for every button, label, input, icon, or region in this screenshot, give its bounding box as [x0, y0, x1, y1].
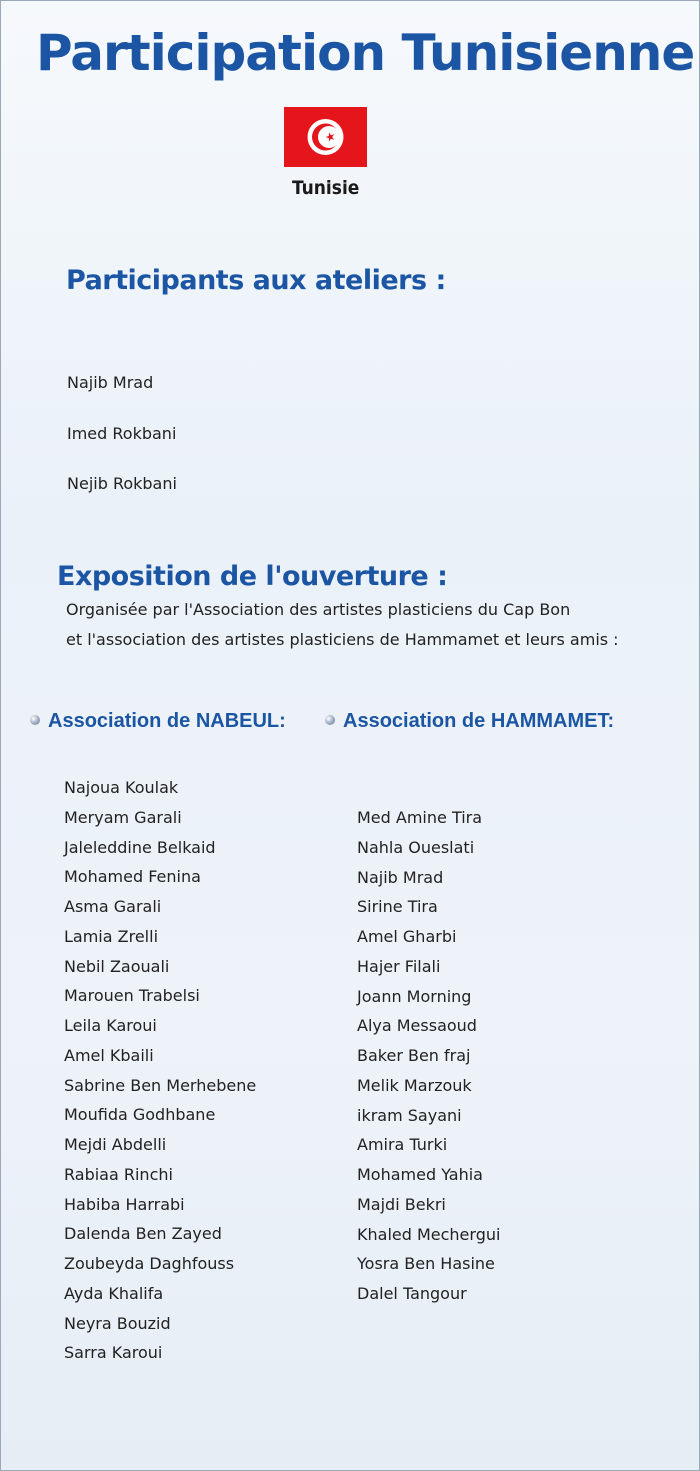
list-item: Joann Morning [357, 986, 472, 1006]
list-item: Meryam Garali [64, 807, 182, 827]
list-item: Ayda Khalifa [64, 1283, 164, 1303]
list-item: Rabiaa Rinchi [64, 1164, 173, 1184]
list-item: Lamia Zrelli [64, 926, 159, 946]
workshop-participant: Najib Mrad [67, 373, 154, 392]
list-item: Hajer Filali [357, 956, 441, 976]
list-item: Nebil Zaouali [64, 956, 170, 976]
list-item: Majdi Bekri [357, 1194, 446, 1214]
list-item: Baker Ben fraj [357, 1046, 471, 1065]
list-item: ikram Sayani [357, 1105, 462, 1125]
nabeul-association-heading [30, 710, 286, 733]
nabeul-heading-text: Association de NABEUL: [48, 710, 286, 732]
list-item: Habiba Harrabi [64, 1194, 185, 1214]
list-item: Sirine Tira [357, 897, 438, 917]
nabeul-member-list [64, 773, 256, 1368]
list-item: Nahla Oueslati [357, 837, 475, 857]
list-item: Alya Messaoud [357, 1016, 477, 1036]
list-item: Asma Garali [64, 897, 162, 916]
hammamet-heading-text: Association de HAMMAMET: [343, 710, 615, 732]
workshop-participant: Imed Rokbani [67, 424, 177, 443]
list-item: Mohamed Yahia [357, 1165, 483, 1184]
list-item: Amel Kbaili [64, 1045, 154, 1065]
list-item: Yosra Ben Hasine [357, 1254, 495, 1274]
opening-exhibition-heading: Exposition de l'ouverture : [57, 561, 448, 592]
list-item: Mejdi Abdelli [64, 1135, 167, 1154]
tunisia-flag-icon [284, 107, 367, 167]
hammamet-association-heading [325, 710, 614, 733]
list-item: Najib Mrad [357, 867, 444, 887]
opening-description-line: et l'association des artistes plasticiens de Hammamet et leurs amis : [66, 630, 619, 649]
list-item: Zoubeyda Daghfouss [64, 1254, 235, 1273]
list-item: Dalel Tangour [357, 1284, 467, 1303]
list-item: Amel Gharbi [357, 927, 457, 946]
bullet-icon [325, 715, 335, 725]
bullet-icon [30, 715, 40, 725]
list-item: Sabrine Ben Merhebene [64, 1075, 257, 1095]
list-item: Khaled Mechergui [357, 1224, 501, 1244]
opening-description-line: Organisée par l'Association des artistes plasticiens du Cap Bon [66, 600, 571, 619]
workshops-heading: Participants aux ateliers : [66, 265, 446, 296]
list-item: Melik Marzouk [357, 1075, 472, 1095]
list-item: Dalenda Ben Zayed [64, 1224, 222, 1244]
hammamet-member-list [357, 803, 500, 1309]
workshop-participant: Nejib Rokbani [67, 474, 177, 493]
list-item: Marouen Trabelsi [64, 986, 200, 1006]
list-item: Sarra Karoui [64, 1343, 163, 1363]
country-label: Tunisie [292, 177, 360, 199]
list-item: Jaleleddine Belkaid [64, 837, 216, 857]
list-item: Leila Karoui [64, 1016, 157, 1035]
list-item: Najoua Koulak [64, 778, 179, 797]
list-item: Moufida Godhbane [64, 1105, 216, 1125]
list-item: Mohamed Fenina [64, 867, 201, 887]
list-item: Med Amine Tira [357, 808, 483, 827]
page-title: Participation Tunisienne [36, 24, 695, 82]
list-item: Amira Turki [357, 1135, 448, 1155]
list-item: Neyra Bouzid [64, 1313, 171, 1333]
